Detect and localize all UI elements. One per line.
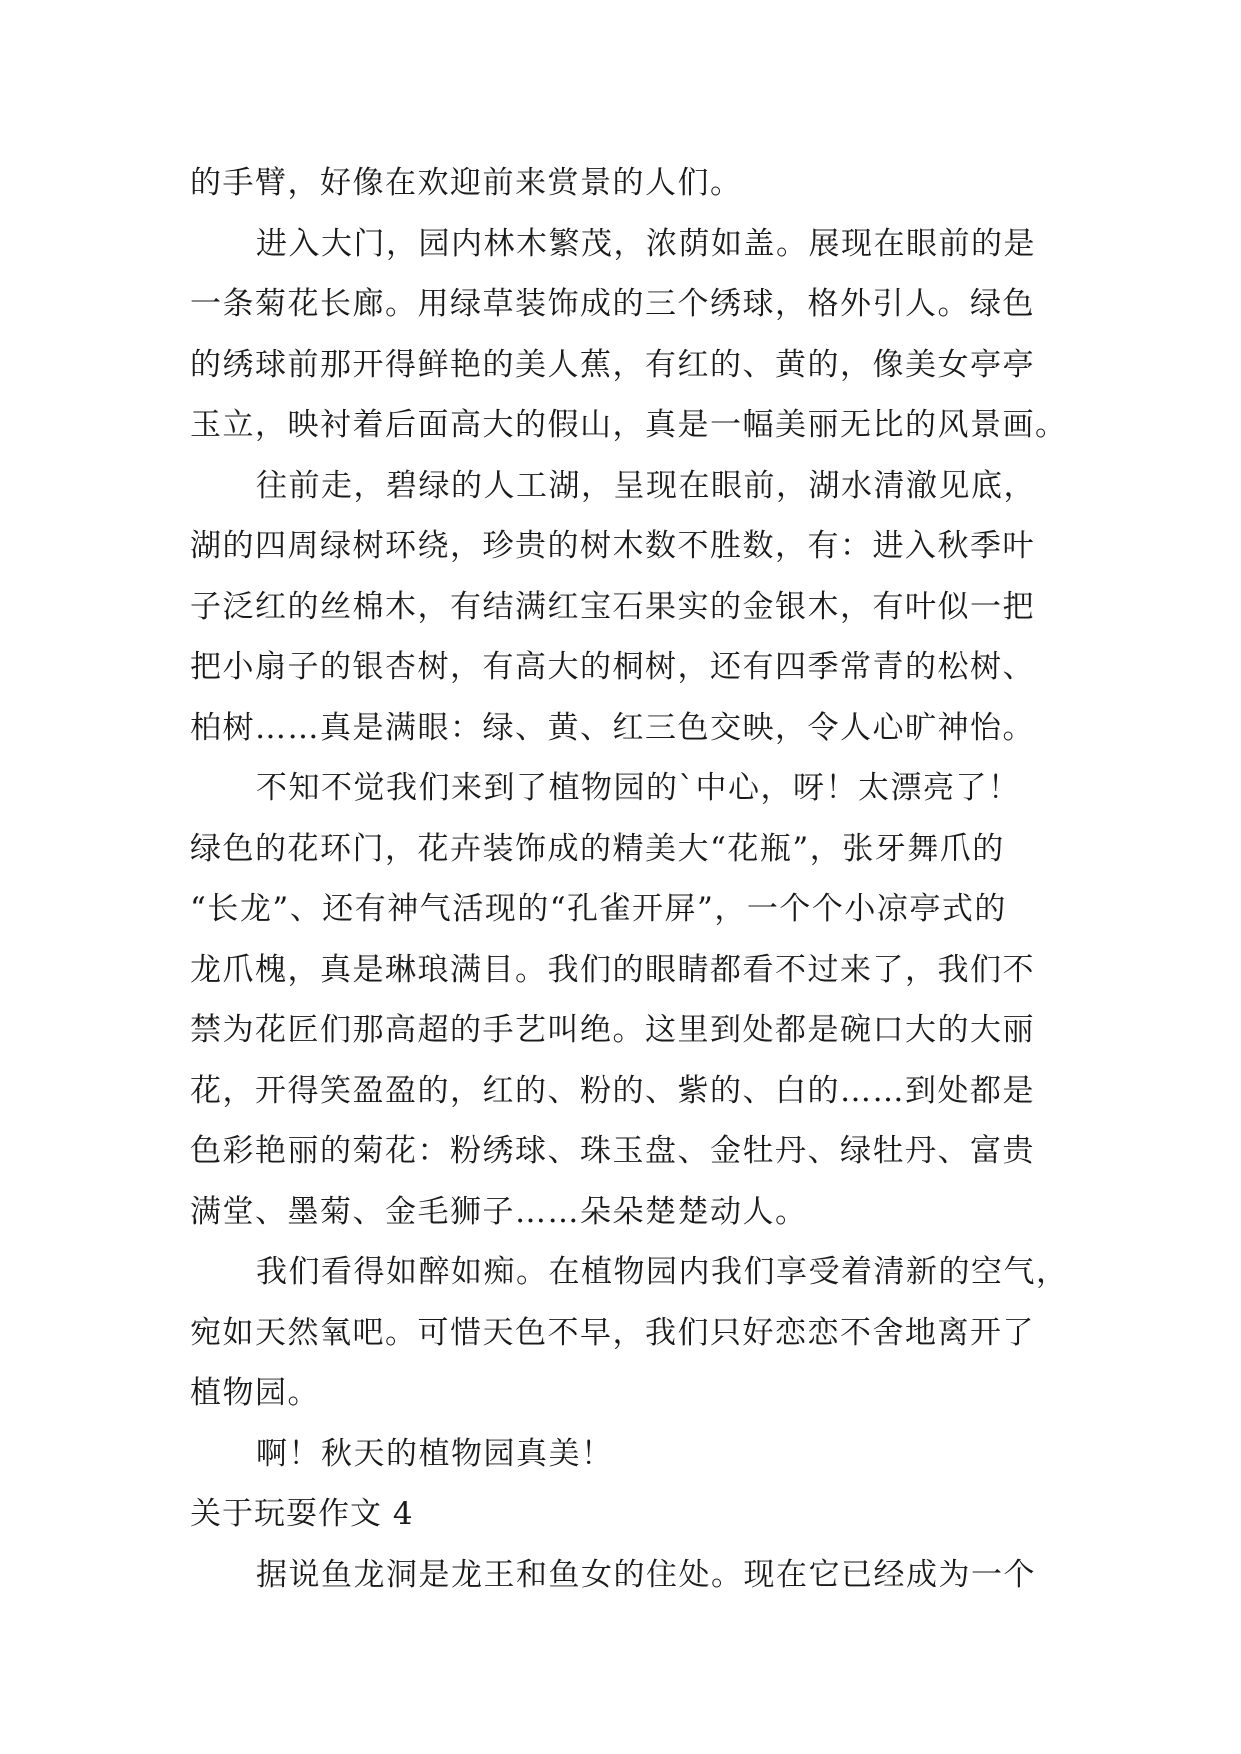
text-line: 龙爪槐，真是琳琅满目。我们的眼睛都看不过来了，我们不 — [190, 951, 1035, 988]
paragraph-start-line: 据说鱼龙洞是龙王和鱼女的住处。现在它已经成为一个 — [256, 1556, 1036, 1593]
text-line: 的手臂，好像在欢迎前来赏景的人们。 — [190, 165, 743, 201]
text-line: 植物园。 — [190, 1375, 320, 1411]
paragraph-start-line: 啊！秋天的植物园真美！ — [256, 1435, 614, 1472]
text-line: 一条菊花长廊。用绿草装饰成的三个绣球，格外引人。绿色 — [190, 286, 1035, 322]
text-line: 绿色的花环门，花卉装饰成的精美大“花瓶”，张牙舞爪的 — [190, 830, 1005, 867]
text-line: 宛如天然氧吧。可惜天色不早，我们只好恋恋不舍地离开了 — [190, 1314, 1035, 1351]
text-line: 把小扇子的银杏树，有高大的桐树，还有四季常青的松树、 — [190, 649, 1035, 685]
paragraph-start-line: 我们看得如醉如痴。在植物园内我们享受着清新的空气， — [256, 1254, 1069, 1290]
text-line: 子泛红的丝棉木，有结满红宝石果实的金银木，有叶似一把 — [190, 588, 1035, 625]
paragraph-start-line: 不知不觉我们来到了植物园的`中心，呀！太漂亮了！ — [256, 770, 1021, 806]
section-heading: 关于玩耍作文 4 — [190, 1496, 414, 1532]
paragraph-start-line: 进入大门，园内林木繁茂，浓荫如盖。展现在眼前的是 — [256, 225, 1036, 262]
text-line: 柏树……真是满眼：绿、黄、红三色交映，令人心旷神怡。 — [190, 709, 1035, 746]
text-line: 禁为花匠们那高超的手艺叫绝。这里到处都是碗口大的大丽 — [190, 1012, 1035, 1048]
paragraph-start-line: 往前走，碧绿的人工湖，呈现在眼前，湖水清澈见底， — [256, 467, 1036, 504]
text-line: 满堂、墨菊、金毛狮子……朵朵楚楚动人。 — [190, 1193, 808, 1230]
text-line: 花，开得笑盈盈的，红的、粉的、紫的、白的……到处都是 — [190, 1072, 1035, 1109]
text-line: 玉立，映衬着后面高大的假山，真是一幅美丽无比的风景画。 — [190, 407, 1068, 443]
text-line: “长龙”、还有神气活现的“孔雀开屏”，一个个小凉亭式的 — [190, 891, 1007, 927]
text-line: 湖的四周绿树环绕，珍贵的树木数不胜数，有：进入秋季叶 — [190, 528, 1035, 564]
essay-body — [190, 153, 1090, 1605]
text-line: 的绣球前那开得鲜艳的美人蕉，有红的、黄的，像美女亭亭 — [190, 346, 1035, 383]
text-line: 色彩艳丽的菊花：粉绣球、珠玉盘、金牡丹、绿牡丹、富贵 — [190, 1133, 1035, 1169]
